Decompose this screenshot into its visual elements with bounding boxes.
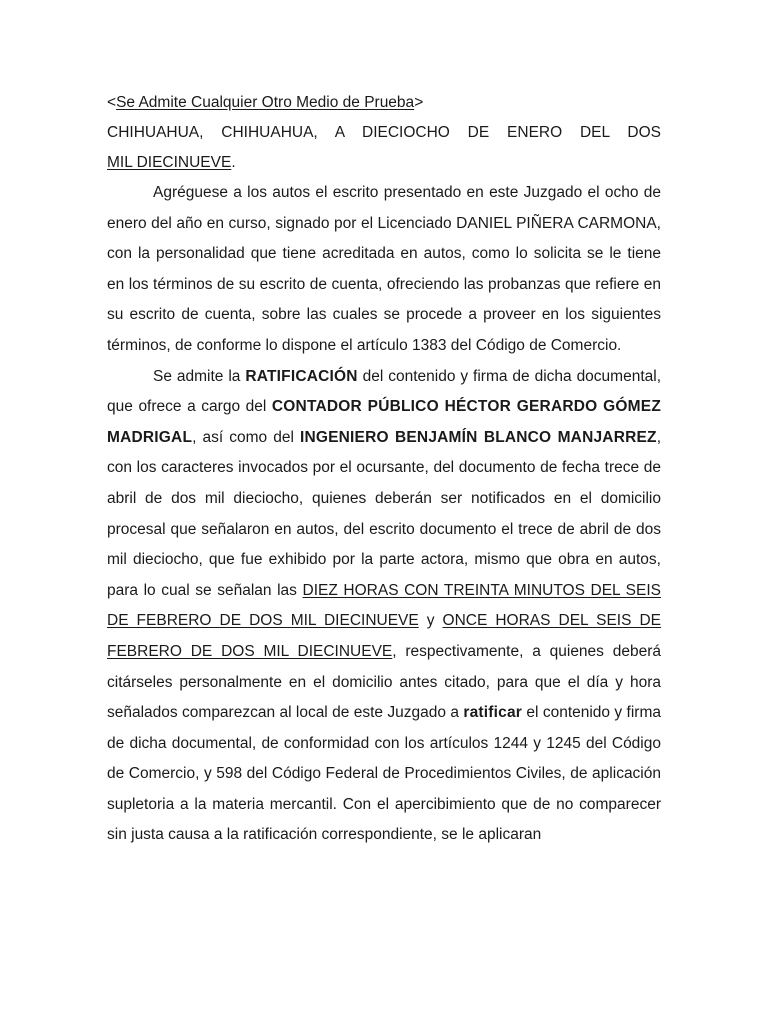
city-date-year: MIL DIECINUEVE <box>107 154 232 171</box>
first-hearing-time: DIEZ HORAS CON TREINTA MINUTOS DEL SEIS DE FEBRERO DE DOS MIL DIECINUEVE <box>107 581 661 630</box>
p2-text-4: , con los caracteres invocados por el ocursante, del documento de fecha trece de abril de dos mil dieciocho, quienes deberán ser notificados en el domicilio procesal que señalaron en autos, del escrito documento el trece de abril de dos mil dieciocho, que fue exhibido por la parte actora, mismo que obra en autos, para lo cual se señalan las <box>107 428 661 599</box>
heading-link[interactable]: Se Admite Cualquier Otro Medio de Prueba <box>116 94 415 111</box>
ingeniero-name-bold: INGENIERO BENJAMÍN BLANCO MANJARREZ <box>299 428 657 446</box>
city-date-line-1: CHIHUAHUA, CHIHUAHUA, A DIECIOCHO DE ENERO DEL DOS <box>107 124 661 141</box>
paragraph-agreguese: Agréguese a los autos el escrito presentado en este Juzgado el ocho de enero del año en curso, signado por el Licenciado DANIEL PIÑERA CARMONA, con la personalidad que tiene acreditada en autos, como lo solicita se le tiene en los términos de su escrito de cuenta, ofreciendo las probanzas que refiere en su escrito de cuenta, sobre las cuales se procede a proveer en los siguientes términos, de conforme lo dispone el artículo 1383 del Código de Comercio. <box>107 184 661 354</box>
heading-close-bracket: > <box>414 94 424 111</box>
p2-text-1: Se admite la <box>153 367 246 385</box>
heading-open-bracket: < <box>107 94 117 111</box>
second-hearing-time: ONCE HORAS DEL SEIS DE FEBRERO DE DOS MIL DIECINUEVE <box>107 612 661 660</box>
paragraph-ratificacion <box>107 362 661 852</box>
document-heading <box>107 88 661 118</box>
city-date-line-2 <box>107 148 661 178</box>
ratificacion-bold: RATIFICACIÓN <box>245 367 358 385</box>
ratificar-bold: ratificar <box>463 704 523 722</box>
p2-text-2: del contenido y firma de dicha documental, que ofrece a cargo del <box>107 367 662 416</box>
p2-text-5: y <box>418 612 443 630</box>
contador-name-bold: CONTADOR PÚBLICO HÉCTOR GERARDO GÓMEZ MADRIGAL <box>107 398 661 446</box>
p2-text-7: el contenido y firma de dicha documental, de conformidad con los artículos 1244 y 1245 del Código de Comercio, y 598 del Código Federal de Procedimientos Civiles, de aplicación supletoria a la materia mercantil. Con el apercibimiento que de no comparecer sin justa causa a la ratificación correspondiente, se le aplicaran <box>107 704 661 844</box>
p2-text-3: , así como del <box>192 428 300 446</box>
p2-text-6: , respectivamente, a quienes deberá citárseles personalmente en el domicilio antes citado, para que el día y hora señalados comparezcan al local de este Juzgado a <box>107 642 661 722</box>
city-date-period: . <box>231 154 236 171</box>
